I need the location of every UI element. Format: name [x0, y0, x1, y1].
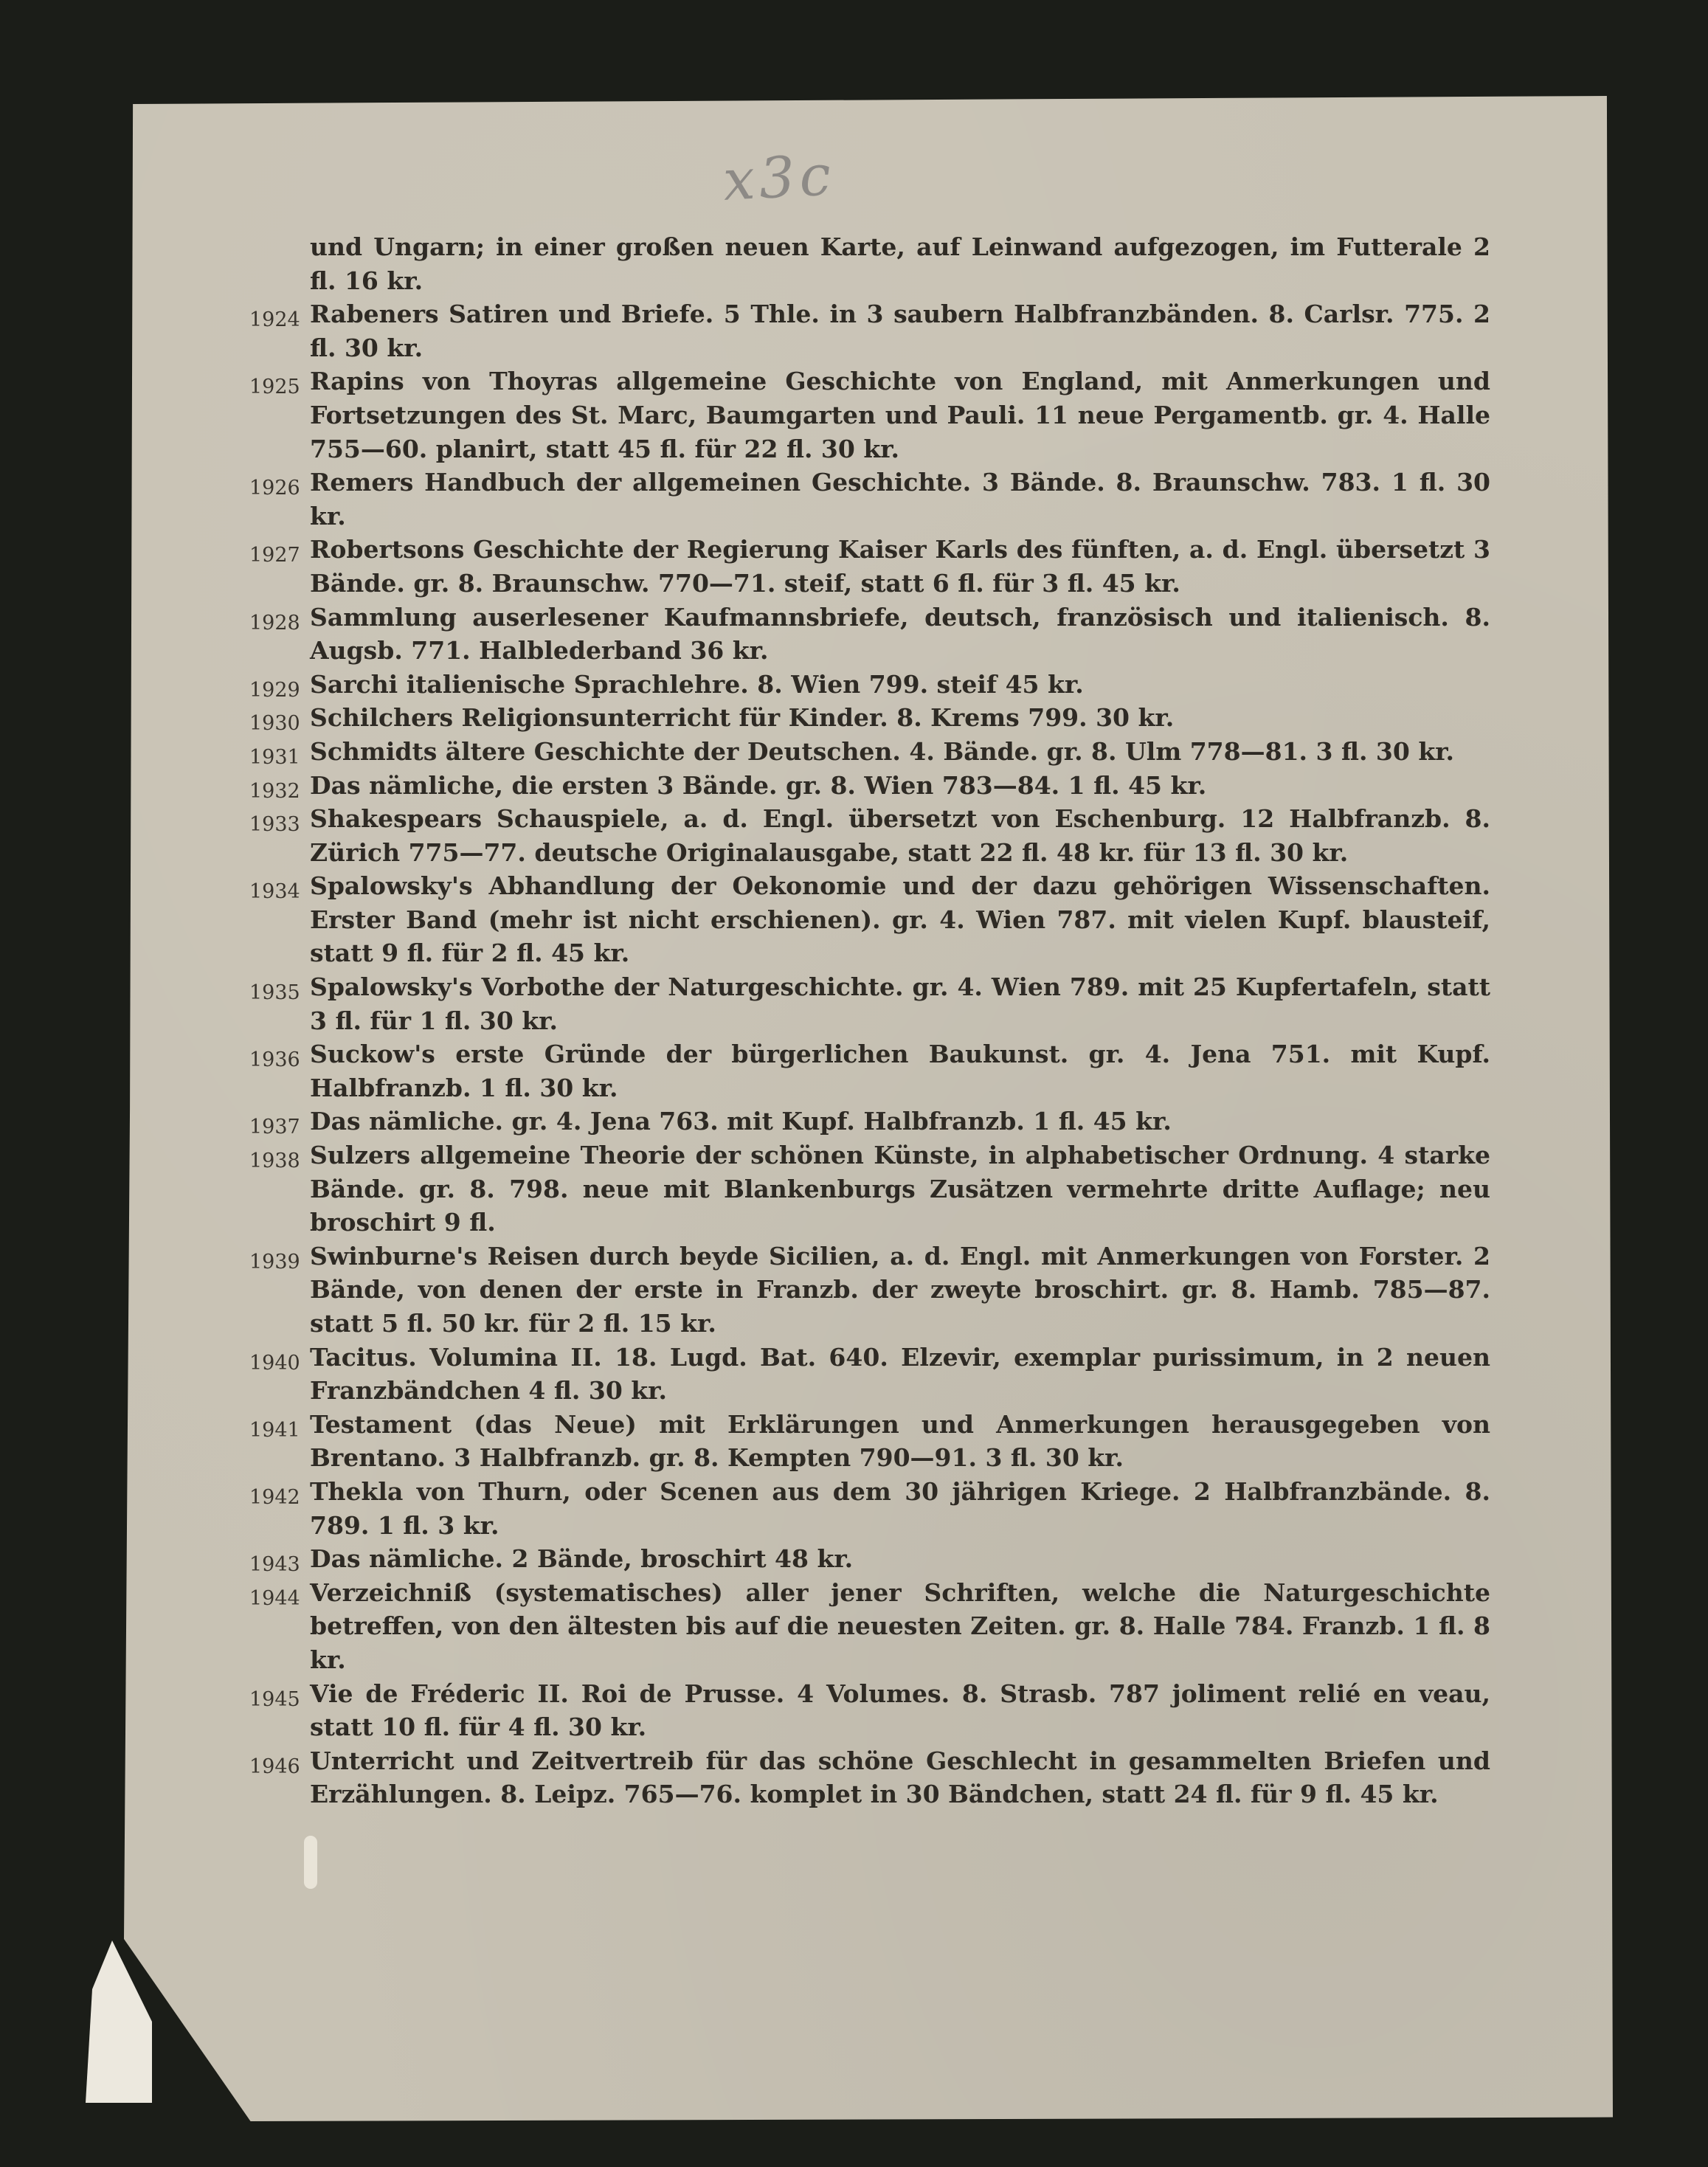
entry-number: 1932 — [249, 779, 300, 803]
catalogue-entry — [249, 533, 1490, 600]
entry-text: Tacitus. Volumina II. 18. Lugd. Bat. 640. Elzevir, exemplar purissimum, in 2 neuen Franzbändchen 4 fl. 30 kr. — [310, 1342, 1490, 1406]
entry-number: 1939 — [249, 1250, 300, 1273]
catalogue-entry — [249, 1475, 1490, 1542]
entry-number: 1937 — [249, 1116, 300, 1139]
entry-text: Remers Handbuch der allgemeinen Geschichte. 3 Bände. 8. Braunschw. 783. 1 fl. 30 kr. — [310, 468, 1490, 530]
catalogue-entry — [249, 1037, 1490, 1105]
entry-text: Rabeners Satiren und Briefe. 5 Thle. in 3 saubern Halbfranzbänden. 8. Carlsr. 775. 2 fl. 30 kr. — [310, 300, 1490, 362]
entry-text: und Ungarn; in einer großen neuen Karte, auf Leinwand aufgezogen, im Futterale 2 fl. 16 kr. — [310, 232, 1490, 295]
catalogue-entry — [249, 1240, 1490, 1341]
entry-text: Das nämliche. 2 Bände, broschirt 48 kr. — [310, 1544, 854, 1574]
catalogue-entry — [249, 1744, 1490, 1811]
catalogue-entry — [249, 735, 1490, 769]
catalogue-entry — [249, 701, 1490, 736]
catalogue-entry — [249, 1105, 1490, 1139]
entry-number: 1935 — [249, 981, 300, 1005]
entry-text: Rapins von Thoyras allgemeine Geschichte von England, mit Anmerkungen und Fortsetzungen des St. Marc, Baumgarten und Pauli. 11 neue Pergamentb. gr. 4. Halle 755—60. planirt, statt 45 fl. für 22 fl. 30 kr. — [310, 367, 1490, 463]
entry-number: 1942 — [249, 1485, 300, 1509]
catalogue-entry — [249, 668, 1490, 702]
entry-text: Vie de Fréderic II. Roi de Prusse. 4 Volumes. 8. Strasb. 787 joliment relié en veau, statt 10 fl. für 4 fl. 30 kr. — [310, 1679, 1490, 1742]
entry-text: Spalowsky's Vorbothe der Naturgeschichte. gr. 4. Wien 789. mit 25 Kupfertafeln, statt 3 fl. für 1 fl. 30 kr. — [310, 972, 1490, 1035]
catalogue-entry — [249, 364, 1490, 466]
catalogue-entry — [249, 1576, 1490, 1677]
entry-text: Verzeichniß (systematisches) aller jener Schriften, welche die Naturgeschichte betreffen, von den ältesten bis auf die neuesten Zeiten. gr. 8. Halle 784. Franzb. 1 fl. 8 kr. — [310, 1577, 1490, 1674]
entry-text: Sulzers allgemeine Theorie der schönen Künste, in alphabetischer Ordnung. 4 starke Bände. gr. 8. 798. neue mit Blankenburgs Zusätzen vermehrte dritte Auflage; neu broschirt 9 fl. — [310, 1141, 1490, 1237]
catalogue-entry — [249, 802, 1490, 869]
entry-number: 1931 — [249, 745, 300, 769]
entry-text: Schilchers Religionsunterricht für Kinder. 8. Krems 799. 30 kr. — [310, 703, 1175, 733]
catalogue-entry — [249, 970, 1490, 1037]
entry-text: Robertsons Geschichte der Regierung Kaiser Karls des fünften, a. d. Engl. übersetzt 3 Bände. gr. 8. Braunschw. 770—71. steif, statt 6 fl. für 3 fl. 45 kr. — [310, 535, 1490, 598]
entry-number: 1933 — [249, 813, 300, 837]
entry-number: 1940 — [249, 1351, 300, 1375]
catalogue-entry — [249, 601, 1490, 668]
entry-number: 1924 — [249, 308, 300, 332]
catalogue-entry — [310, 230, 1490, 297]
entry-number: 1934 — [249, 880, 300, 904]
catalogue-entry — [249, 1677, 1490, 1744]
entry-text: Suckow's erste Gründe der bürgerlichen Baukunst. gr. 4. Jena 751. mit Kupf. Halbfranzb. 1 fl. 30 kr. — [310, 1040, 1490, 1102]
entry-text: Das nämliche. gr. 4. Jena 763. mit Kupf. Halbfranzb. 1 fl. 45 kr. — [310, 1107, 1172, 1136]
handwritten-mark: x3c — [721, 142, 837, 213]
entry-text: Swinburne's Reisen durch beyde Sicilien, a. d. Engl. mit Anmerkungen von Forster. 2 Bände, von denen der erste in Franzb. der zweyte broschirt. gr. 8. Hamb. 785—87. statt 5 fl. 50 kr. für 2 fl. 15 kr. — [310, 1241, 1490, 1338]
catalogue-entry — [249, 1408, 1490, 1475]
entry-number: 1936 — [249, 1048, 300, 1072]
catalogue-entry — [249, 1341, 1490, 1408]
catalogue-entry — [249, 869, 1490, 970]
entry-number: 1929 — [249, 678, 300, 702]
catalogue-entry — [249, 769, 1490, 803]
catalogue-entry — [249, 297, 1490, 364]
entry-number: 1925 — [249, 376, 300, 399]
entry-text: Thekla von Thurn, oder Scenen aus dem 30 jährigen Kriege. 2 Halbfranzbände. 8. 789. 1 fl. 3 kr. — [310, 1476, 1490, 1540]
catalogue-entry — [249, 1138, 1490, 1240]
entry-text: Spalowsky's Abhandlung der Oekonomie und der dazu gehörigen Wissenschaften. Erster Band (mehr ist nicht erschienen). gr. 4. Wien 787. mit vielen Kupf. blausteif, statt 9 fl. für 2 fl. 45 kr. — [310, 871, 1490, 968]
catalogue-entry — [249, 1542, 1490, 1577]
entry-text: Das nämliche, die ersten 3 Bände. gr. 8. Wien 783—84. 1 fl. 45 kr. — [310, 770, 1207, 800]
catalogue-entry — [249, 466, 1490, 533]
entry-number: 1946 — [249, 1755, 300, 1778]
entry-number: 1938 — [249, 1150, 300, 1173]
entry-number: 1927 — [249, 544, 300, 567]
entry-number: 1926 — [249, 477, 300, 500]
entry-number: 1944 — [249, 1586, 300, 1610]
entry-number: 1943 — [249, 1553, 300, 1577]
catalogue-entries — [249, 230, 1490, 1811]
entry-number: 1930 — [249, 712, 300, 736]
entry-text: Sammlung auserlesener Kaufmannsbriefe, deutsch, französisch und italienisch. 8. Augsb. 771. Halblederband 36 kr. — [310, 602, 1490, 666]
entry-text: Sarchi italienische Sprachlehre. 8. Wien 799. steif 45 kr. — [310, 669, 1084, 699]
entry-text: Shakespears Schauspiele, a. d. Engl. übersetzt von Eschenburg. 12 Halbfranzb. 8. Zürich 775—77. deutsche Originalausgabe, statt 22 fl. 48 kr. für 13 fl. 30 kr. — [310, 804, 1490, 867]
entry-number: 1928 — [249, 611, 300, 635]
entry-text: Schmidts ältere Geschichte der Deutschen. 4. Bände. gr. 8. Ulm 778—81. 3 fl. 30 kr. — [310, 736, 1455, 766]
entry-number: 1941 — [249, 1418, 300, 1442]
entry-text: Testament (das Neue) mit Erklärungen und Anmerkungen herausgegeben von Brentano. 3 Halbfranzb. gr. 8. Kempten 790—91. 3 fl. 30 kr. — [310, 1409, 1490, 1473]
entry-text: Unterricht und Zeitvertreib für das schöne Geschlecht in gesammelten Briefen und Erzählungen. 8. Leipz. 765—76. komplet in 30 Bändchen, statt 24 fl. für 9 fl. 45 kr. — [310, 1746, 1490, 1809]
paper-tear — [304, 1836, 317, 1889]
entry-number: 1945 — [249, 1687, 300, 1711]
